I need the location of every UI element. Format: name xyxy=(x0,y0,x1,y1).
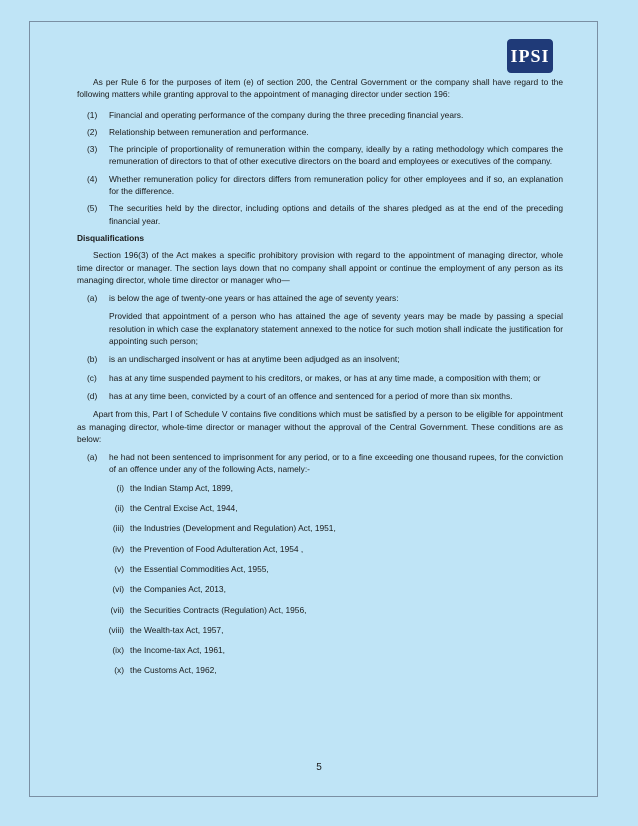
list-marker: (a) xyxy=(87,293,98,304)
act-marker: (iii) xyxy=(112,523,124,534)
list-text: has at any time suspended payment to his creditors, or makes, or has at any time made, a composition with them; or xyxy=(109,372,541,383)
act-marker: (i) xyxy=(116,482,124,493)
act-item xyxy=(97,583,563,595)
list-marker: (3) xyxy=(87,144,98,155)
act-text: the Companies Act, 2013, xyxy=(130,584,226,595)
list-marker: (2) xyxy=(87,126,98,137)
list-marker: (d) xyxy=(87,390,98,401)
list-item xyxy=(87,109,563,121)
list-text: The securities held by the director, including options and details of the shares pledged as at the end of the preceding financial year. xyxy=(109,203,563,226)
schedule-paragraph: Apart from this, Part I of Schedule V contains five conditions which must be satisfied by a person to be eligible for appointment as managing director, whole-time director or manager without the approval of the Central Government. These conditions are as below: xyxy=(77,409,563,444)
act-text: the Securities Contracts (Regulation) Act, 1956, xyxy=(130,604,307,615)
act-text: the Central Excise Act, 1944, xyxy=(130,503,238,514)
list-item xyxy=(87,126,563,138)
list-text: Financial and operating performance of the company during the three preceding financial years. xyxy=(109,109,464,120)
act-text: the Essential Commodities Act, 1955, xyxy=(130,563,269,574)
list-marker: (b) xyxy=(87,354,98,365)
act-item xyxy=(97,624,563,636)
criteria-list xyxy=(77,109,563,227)
act-text: the Wealth-tax Act, 1957, xyxy=(130,624,224,635)
act-text: the Prevention of Food Adulteration Act, 1954 , xyxy=(130,543,304,554)
list-item xyxy=(87,372,563,384)
list-item xyxy=(87,292,563,304)
list-text: has at any time been, convicted by a court of an offence and sentenced for a period of more than six months. xyxy=(109,390,513,401)
act-item xyxy=(97,644,563,656)
ipsi-logo: IPSI xyxy=(507,39,553,73)
list-marker: (a) xyxy=(87,452,98,463)
act-text: the Indian Stamp Act, 1899, xyxy=(130,482,233,493)
act-item xyxy=(97,543,563,555)
list-item xyxy=(87,353,563,365)
list-marker: (4) xyxy=(87,173,98,184)
act-marker: (viii) xyxy=(108,624,124,635)
act-marker: (ii) xyxy=(114,503,124,514)
list-text: The principle of proportionality of remuneration within the company, ideally by a rating methodology which compares the remuneration of directors to that of other executive directors on the board and employees or executives of the company. xyxy=(109,144,563,167)
act-marker: (v) xyxy=(114,563,124,574)
act-item xyxy=(97,482,563,494)
disqualifications-heading: Disqualifications xyxy=(77,232,145,243)
list-text: he had not been sentenced to imprisonment for any period, or to a fine exceeding one thousand rupees, for the conviction of an offence under any of the following Acts, namely:- xyxy=(109,452,563,475)
act-item xyxy=(97,664,563,676)
list-text: Whether remuneration policy for directors differs from remuneration policy for other employees and if so, an explanation for the difference. xyxy=(109,173,563,197)
document-body xyxy=(77,76,563,677)
page-number: 5 xyxy=(316,762,322,773)
intro-paragraph: As per Rule 6 for the purposes of item (e) of section 200, the Central Government or the company shall have regard to the following matters while granting approval to the appointment of managing director under section 196: xyxy=(77,77,563,100)
act-text: the Customs Act, 1962, xyxy=(130,665,217,676)
proviso-paragraph: Provided that appointment of a person who has attained the age of seventy years may be made by passing a special resolution in which case the explanatory statement annexed to the notice for such motion shall indicate the justification for appointing such person; xyxy=(109,311,563,347)
list-marker: (c) xyxy=(87,372,97,383)
act-item xyxy=(97,604,563,616)
list-text: is below the age of twenty-one years or has attained the age of seventy years: xyxy=(109,293,399,304)
act-text: the Industries (Development and Regulation) Act, 1951, xyxy=(130,523,336,534)
list-item xyxy=(87,390,563,402)
list-item xyxy=(87,202,563,227)
act-marker: (x) xyxy=(114,665,124,676)
list-item xyxy=(87,143,563,168)
act-text: the Income-tax Act, 1961, xyxy=(130,645,225,656)
act-marker: (iv) xyxy=(112,543,124,554)
act-marker: (vii) xyxy=(110,604,124,615)
act-marker: (ix) xyxy=(112,645,124,656)
disqualifications-paragraph: Section 196(3) of the Act makes a specific prohibitory provision with regard to the appointment of managing director, whole time director or manager. The section lays down that no company shall appoint or continue the employment of any person as its managing director, whole time director or manager who— xyxy=(77,250,563,285)
act-marker: (vi) xyxy=(112,584,124,595)
list-item xyxy=(87,451,563,476)
act-item xyxy=(97,563,563,575)
list-item xyxy=(87,173,563,198)
act-item xyxy=(97,522,563,534)
act-item xyxy=(97,502,563,514)
list-text: is an undischarged insolvent or has at anytime been adjudged as an insolvent; xyxy=(109,354,400,365)
disqualifications-list xyxy=(77,292,563,402)
acts-list xyxy=(77,482,563,677)
list-marker: (5) xyxy=(87,203,98,214)
list-marker: (1) xyxy=(87,109,98,120)
list-text: Relationship between remuneration and performance. xyxy=(109,126,309,137)
